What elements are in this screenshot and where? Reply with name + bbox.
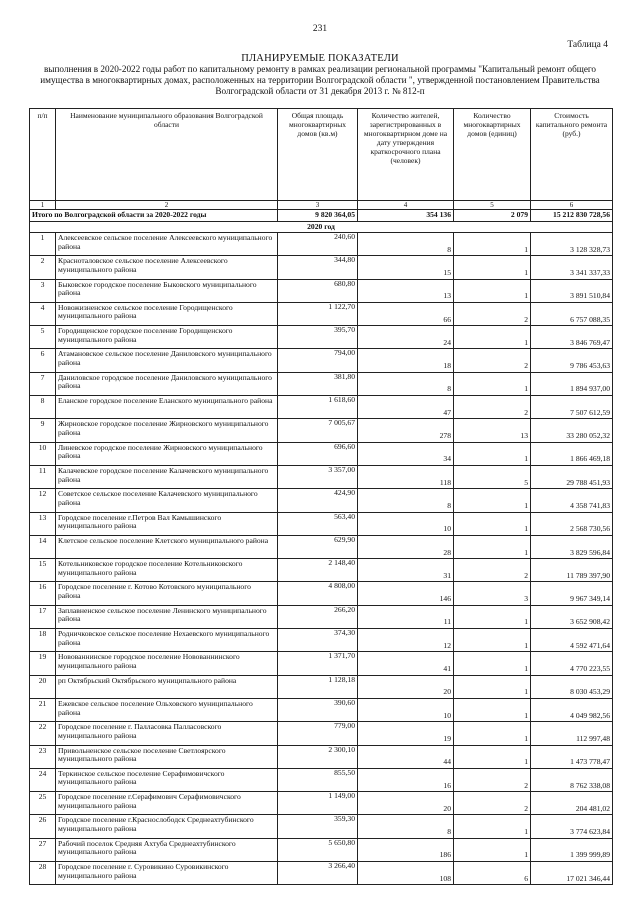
row-residents: 118 bbox=[358, 465, 454, 488]
total-houses: 2 079 bbox=[454, 210, 531, 222]
document-heading bbox=[30, 53, 610, 97]
row-area: 1 122,70 bbox=[278, 302, 358, 325]
table-row bbox=[30, 722, 613, 745]
row-area: 4 808,00 bbox=[278, 582, 358, 605]
row-residents: 8 bbox=[358, 372, 454, 395]
row-number: 15 bbox=[30, 559, 56, 582]
row-cost: 8 762 338,08 bbox=[531, 768, 613, 791]
row-residents: 15 bbox=[358, 256, 454, 279]
column-number: 1 bbox=[30, 201, 56, 210]
row-area: 3 266,40 bbox=[278, 862, 358, 885]
row-number: 12 bbox=[30, 489, 56, 512]
row-residents: 31 bbox=[358, 559, 454, 582]
row-residents: 66 bbox=[358, 302, 454, 325]
row-municipality-name: Алексеевское сельское поселение Алексеевского муниципального района bbox=[56, 233, 278, 256]
table-row bbox=[30, 862, 613, 885]
year-row bbox=[30, 222, 613, 233]
row-residents: 18 bbox=[358, 349, 454, 372]
table-row bbox=[30, 815, 613, 838]
row-municipality-name: Даниловское городское поселение Даниловского муниципального района bbox=[56, 372, 278, 395]
total-cost: 15 212 830 728,56 bbox=[531, 210, 613, 222]
row-cost: 9 967 349,14 bbox=[531, 582, 613, 605]
row-houses: 1 bbox=[454, 256, 531, 279]
row-number: 1 bbox=[30, 233, 56, 256]
row-area: 395,70 bbox=[278, 326, 358, 349]
table-row bbox=[30, 279, 613, 302]
row-residents: 146 bbox=[358, 582, 454, 605]
row-number: 3 bbox=[30, 279, 56, 302]
table-label: Таблица 4 bbox=[567, 40, 608, 50]
row-area: 5 650,80 bbox=[278, 838, 358, 861]
row-cost: 4 049 982,56 bbox=[531, 698, 613, 721]
row-residents: 20 bbox=[358, 792, 454, 815]
row-municipality-name: Жирновское городское поселение Жирновского муниципального района bbox=[56, 419, 278, 442]
row-residents: 19 bbox=[358, 722, 454, 745]
row-cost: 33 280 052,32 bbox=[531, 419, 613, 442]
row-area: 2 300,10 bbox=[278, 745, 358, 768]
table-row bbox=[30, 698, 613, 721]
table-row bbox=[30, 559, 613, 582]
row-municipality-name: Городское поселение г.Петров Вал Камышинского муниципального района bbox=[56, 512, 278, 535]
row-residents: 20 bbox=[358, 675, 454, 698]
header-num: п/п bbox=[30, 109, 56, 201]
row-municipality-name: Заплавненское сельское поселение Ленинского муниципального района bbox=[56, 605, 278, 628]
row-municipality-name: Еланское городское поселение Еланского муниципального района bbox=[56, 396, 278, 419]
row-residents: 8 bbox=[358, 489, 454, 512]
row-cost: 29 788 451,93 bbox=[531, 465, 613, 488]
row-houses: 1 bbox=[454, 233, 531, 256]
row-cost: 3 128 328,73 bbox=[531, 233, 613, 256]
row-area: 240,60 bbox=[278, 233, 358, 256]
row-houses: 1 bbox=[454, 698, 531, 721]
header-area: Общая площадь многоквартирных домов (кв.м) bbox=[278, 109, 358, 201]
table-row bbox=[30, 629, 613, 652]
row-number: 20 bbox=[30, 675, 56, 698]
page-number: 231 bbox=[312, 24, 328, 34]
row-municipality-name: Городищенское городское поселение Городищенского муниципального района bbox=[56, 326, 278, 349]
row-cost: 1 894 937,00 bbox=[531, 372, 613, 395]
row-houses: 1 bbox=[454, 605, 531, 628]
column-number: 6 bbox=[531, 201, 613, 210]
row-residents: 24 bbox=[358, 326, 454, 349]
row-area: 696,60 bbox=[278, 442, 358, 465]
row-houses: 1 bbox=[454, 512, 531, 535]
row-houses: 3 bbox=[454, 582, 531, 605]
row-houses: 1 bbox=[454, 675, 531, 698]
table-header-row bbox=[30, 109, 613, 201]
row-cost: 3 846 769,47 bbox=[531, 326, 613, 349]
row-area: 266,20 bbox=[278, 605, 358, 628]
row-number: 24 bbox=[30, 768, 56, 791]
row-area: 2 148,40 bbox=[278, 559, 358, 582]
table-row bbox=[30, 326, 613, 349]
row-houses: 1 bbox=[454, 838, 531, 861]
row-area: 1 149,00 bbox=[278, 792, 358, 815]
row-municipality-name: Красноталовское сельское поселение Алексеевского муниципального района bbox=[56, 256, 278, 279]
table-row bbox=[30, 652, 613, 675]
row-municipality-name: Линевское городское поселение Жирновского муниципального района bbox=[56, 442, 278, 465]
row-number: 16 bbox=[30, 582, 56, 605]
table-row bbox=[30, 675, 613, 698]
row-municipality-name: Новованнинское городское поселение Новованнинского муниципального района bbox=[56, 652, 278, 675]
row-cost: 3 341 337,33 bbox=[531, 256, 613, 279]
row-area: 7 005,67 bbox=[278, 419, 358, 442]
row-cost: 3 652 908,42 bbox=[531, 605, 613, 628]
row-municipality-name: Ежевское сельское поселение Ольховского муниципального района bbox=[56, 698, 278, 721]
row-houses: 1 bbox=[454, 489, 531, 512]
row-houses: 1 bbox=[454, 442, 531, 465]
column-number: 4 bbox=[358, 201, 454, 210]
row-residents: 16 bbox=[358, 768, 454, 791]
row-area: 1 371,70 bbox=[278, 652, 358, 675]
row-houses: 2 bbox=[454, 768, 531, 791]
column-number-row bbox=[30, 201, 613, 210]
row-houses: 1 bbox=[454, 326, 531, 349]
row-municipality-name: Городское поселение г.Серафимович Серафимовичского муниципального района bbox=[56, 792, 278, 815]
table-row bbox=[30, 745, 613, 768]
table-row bbox=[30, 768, 613, 791]
row-cost: 9 786 453,63 bbox=[531, 349, 613, 372]
row-residents: 11 bbox=[358, 605, 454, 628]
indicators-table bbox=[29, 108, 613, 885]
row-houses: 13 bbox=[454, 419, 531, 442]
table-row bbox=[30, 489, 613, 512]
table-row bbox=[30, 535, 613, 558]
table-row bbox=[30, 465, 613, 488]
table-row bbox=[30, 512, 613, 535]
row-municipality-name: Привольненское сельское поселение Светлоярского муниципального района bbox=[56, 745, 278, 768]
row-municipality-name: Калачевское городское поселение Калачевского муниципального района bbox=[56, 465, 278, 488]
year-label: 2020 год bbox=[30, 222, 613, 233]
row-cost: 1 473 778,47 bbox=[531, 745, 613, 768]
row-houses: 1 bbox=[454, 815, 531, 838]
row-cost: 1 866 469,18 bbox=[531, 442, 613, 465]
row-residents: 34 bbox=[358, 442, 454, 465]
total-label: Итого по Волгоградской области за 2020-2022 годы bbox=[30, 210, 278, 222]
row-number: 26 bbox=[30, 815, 56, 838]
row-houses: 1 bbox=[454, 629, 531, 652]
row-municipality-name: Котельниковское городское поселение Котельниковского муниципального района bbox=[56, 559, 278, 582]
row-number: 11 bbox=[30, 465, 56, 488]
row-municipality-name: Городское поселение г. Палласовка Палласовского муниципального района bbox=[56, 722, 278, 745]
row-cost: 17 021 346,44 bbox=[531, 862, 613, 885]
row-area: 359,30 bbox=[278, 815, 358, 838]
row-number: 2 bbox=[30, 256, 56, 279]
row-number: 23 bbox=[30, 745, 56, 768]
row-municipality-name: Городское поселение г.Краснослободск Среднеахтубинского муниципального района bbox=[56, 815, 278, 838]
row-area: 381,80 bbox=[278, 372, 358, 395]
table-row bbox=[30, 302, 613, 325]
row-cost: 3 891 510,84 bbox=[531, 279, 613, 302]
row-number: 7 bbox=[30, 372, 56, 395]
row-cost: 1 399 999,89 bbox=[531, 838, 613, 861]
row-municipality-name: Рабочий поселок Средняя Ахтуба Среднеахтубинского муниципального района bbox=[56, 838, 278, 861]
total-row bbox=[30, 210, 613, 222]
row-area: 390,60 bbox=[278, 698, 358, 721]
row-area: 629,90 bbox=[278, 535, 358, 558]
row-residents: 12 bbox=[358, 629, 454, 652]
row-number: 19 bbox=[30, 652, 56, 675]
document-subtitle: выполнения в 2020-2022 годы работ по капитальному ремонту в рамках реализации региональной программы "Капитальный ремонт общего имущества в многоквартирных домах, расположенных на территории Волгоградской области ", утвержденной постановлением Правительства Волгоградской области от 31 декабря 2013 г. № 812-п bbox=[40, 64, 600, 96]
column-number: 2 bbox=[56, 201, 278, 210]
row-houses: 2 bbox=[454, 559, 531, 582]
table-row bbox=[30, 233, 613, 256]
row-residents: 41 bbox=[358, 652, 454, 675]
row-houses: 1 bbox=[454, 745, 531, 768]
row-cost: 204 481,02 bbox=[531, 792, 613, 815]
row-houses: 1 bbox=[454, 279, 531, 302]
column-number: 5 bbox=[454, 201, 531, 210]
row-houses: 1 bbox=[454, 722, 531, 745]
table-row bbox=[30, 256, 613, 279]
header-name: Наименование муниципального образования Волгоградской области bbox=[56, 109, 278, 201]
row-residents: 44 bbox=[358, 745, 454, 768]
row-number: 13 bbox=[30, 512, 56, 535]
row-municipality-name: Быковское городское поселение Быковского муниципального района bbox=[56, 279, 278, 302]
row-area: 424,90 bbox=[278, 489, 358, 512]
total-residents: 354 136 bbox=[358, 210, 454, 222]
table-row bbox=[30, 396, 613, 419]
row-number: 21 bbox=[30, 698, 56, 721]
row-cost: 11 789 397,90 bbox=[531, 559, 613, 582]
row-municipality-name: Родничковское сельское поселение Нехаевского муниципального района bbox=[56, 629, 278, 652]
row-residents: 10 bbox=[358, 512, 454, 535]
row-houses: 5 bbox=[454, 465, 531, 488]
row-municipality-name: Новожизненское сельское поселение Городищенского муниципального района bbox=[56, 302, 278, 325]
row-residents: 28 bbox=[358, 535, 454, 558]
row-cost: 3 774 623,84 bbox=[531, 815, 613, 838]
row-number: 9 bbox=[30, 419, 56, 442]
header-residents: Количество жителей, зарегистрированных в многоквартирном доме на дату утверждения краткосрочного плана (человек) bbox=[358, 109, 454, 201]
row-residents: 8 bbox=[358, 815, 454, 838]
row-cost: 8 030 453,29 bbox=[531, 675, 613, 698]
row-area: 680,80 bbox=[278, 279, 358, 302]
row-houses: 2 bbox=[454, 302, 531, 325]
total-area: 9 820 364,05 bbox=[278, 210, 358, 222]
row-residents: 8 bbox=[358, 233, 454, 256]
header-cost: Стоимость капитального ремонта (руб.) bbox=[531, 109, 613, 201]
table-row bbox=[30, 838, 613, 861]
row-area: 1 618,60 bbox=[278, 396, 358, 419]
row-cost: 7 507 612,59 bbox=[531, 396, 613, 419]
row-area: 344,80 bbox=[278, 256, 358, 279]
row-number: 18 bbox=[30, 629, 56, 652]
row-cost: 3 829 596,84 bbox=[531, 535, 613, 558]
header-houses: Количество многоквартирных домов (единиц) bbox=[454, 109, 531, 201]
row-municipality-name: Городское поселение г. Суровикино Суровикинского муниципального района bbox=[56, 862, 278, 885]
table-row bbox=[30, 605, 613, 628]
row-area: 779,00 bbox=[278, 722, 358, 745]
row-area: 1 128,18 bbox=[278, 675, 358, 698]
row-number: 14 bbox=[30, 535, 56, 558]
row-municipality-name: рп Октябрьский Октябрьского муниципального района bbox=[56, 675, 278, 698]
row-area: 563,40 bbox=[278, 512, 358, 535]
row-number: 25 bbox=[30, 792, 56, 815]
row-residents: 47 bbox=[358, 396, 454, 419]
row-cost: 6 757 088,35 bbox=[531, 302, 613, 325]
row-residents: 278 bbox=[358, 419, 454, 442]
row-area: 3 357,00 bbox=[278, 465, 358, 488]
table-row bbox=[30, 349, 613, 372]
row-cost: 4 770 223,55 bbox=[531, 652, 613, 675]
row-number: 10 bbox=[30, 442, 56, 465]
row-residents: 10 bbox=[358, 698, 454, 721]
table-row bbox=[30, 372, 613, 395]
row-residents: 13 bbox=[358, 279, 454, 302]
row-houses: 2 bbox=[454, 349, 531, 372]
table-row bbox=[30, 442, 613, 465]
row-number: 4 bbox=[30, 302, 56, 325]
row-number: 28 bbox=[30, 862, 56, 885]
row-houses: 6 bbox=[454, 862, 531, 885]
row-number: 17 bbox=[30, 605, 56, 628]
row-area: 855,50 bbox=[278, 768, 358, 791]
row-cost: 112 997,48 bbox=[531, 722, 613, 745]
table-row bbox=[30, 792, 613, 815]
row-houses: 2 bbox=[454, 792, 531, 815]
row-municipality-name: Советское сельское поселение Калачевского муниципального района bbox=[56, 489, 278, 512]
row-residents: 186 bbox=[358, 838, 454, 861]
row-municipality-name: Теркинское сельское поселение Серафимовичского муниципального района bbox=[56, 768, 278, 791]
row-houses: 1 bbox=[454, 535, 531, 558]
row-number: 6 bbox=[30, 349, 56, 372]
row-number: 22 bbox=[30, 722, 56, 745]
row-cost: 4 358 741,83 bbox=[531, 489, 613, 512]
row-cost: 4 592 471,64 bbox=[531, 629, 613, 652]
row-number: 8 bbox=[30, 396, 56, 419]
row-number: 5 bbox=[30, 326, 56, 349]
document-title: ПЛАНИРУЕМЫЕ ПОКАЗАТЕЛИ bbox=[241, 53, 399, 64]
row-number: 27 bbox=[30, 838, 56, 861]
row-houses: 1 bbox=[454, 372, 531, 395]
row-cost: 2 568 730,56 bbox=[531, 512, 613, 535]
row-municipality-name: Атамановское сельское поселение Даниловского муниципального района bbox=[56, 349, 278, 372]
table-row bbox=[30, 419, 613, 442]
row-area: 794,00 bbox=[278, 349, 358, 372]
column-number: 3 bbox=[278, 201, 358, 210]
row-area: 374,30 bbox=[278, 629, 358, 652]
row-houses: 1 bbox=[454, 652, 531, 675]
row-houses: 2 bbox=[454, 396, 531, 419]
table-row bbox=[30, 582, 613, 605]
row-residents: 108 bbox=[358, 862, 454, 885]
row-municipality-name: Клетское сельское поселение Клетского муниципального района bbox=[56, 535, 278, 558]
row-municipality-name: Городское поселение г. Котово Котовского муниципального района bbox=[56, 582, 278, 605]
